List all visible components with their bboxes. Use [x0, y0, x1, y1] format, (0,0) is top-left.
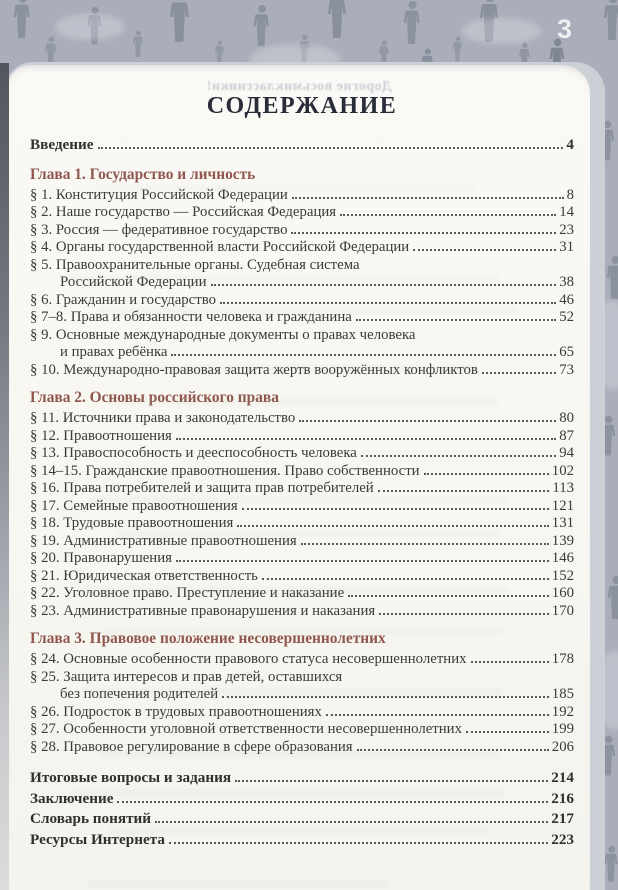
dot-leader: [155, 821, 548, 823]
toc-entry-line1: § 25. Защита интересов и прав детей, оставшихся: [30, 668, 343, 685]
toc-entry: [30, 292, 574, 310]
toc-entry-page: 160: [551, 585, 574, 601]
toc-entry: [30, 830, 574, 851]
toc-entry-label: § 6. Гражданин и государство: [30, 291, 216, 308]
toc-entry: [30, 515, 574, 533]
toc-entry: [30, 187, 574, 205]
toc-entry-page: 65: [559, 344, 574, 360]
toc-entry-label: § 22. Уголовное право. Преступление и наказание: [30, 585, 345, 601]
toc-entry-page: 14: [559, 204, 574, 220]
dot-leader: [242, 508, 549, 510]
dot-leader: [378, 490, 550, 492]
toc-entry-page: 178: [551, 651, 574, 667]
toc-entry-label: Ресурсы Интернета: [30, 830, 165, 848]
toc-entry-page: 192: [551, 703, 574, 720]
toc-entry: [30, 809, 574, 830]
toc-entry-page: 170: [551, 602, 574, 619]
person-silhouette-icon: [452, 36, 464, 62]
person-silhouette-icon: [605, 255, 618, 301]
toc-entry-line1: § 5. Правоохранительные органы. Судебная система: [30, 256, 360, 273]
dot-leader: [379, 613, 549, 615]
toc-entry-page: 206: [551, 738, 574, 755]
dot-leader: [357, 749, 549, 751]
dot-leader: [301, 543, 549, 545]
dot-leader: [176, 560, 549, 562]
toc-entry: [30, 789, 574, 810]
toc-entry-page: 216: [551, 789, 574, 807]
toc-entry-label: § 12. Правоотношения: [30, 427, 172, 444]
toc-entry-page: 80: [559, 410, 574, 426]
toc-entry-page: 214: [551, 769, 574, 786]
toc-entry-label: § 13. Правоспособность и дееспособность человека: [30, 445, 357, 461]
dot-leader: [292, 197, 564, 199]
toc-entry-page: 23: [559, 221, 574, 238]
dot-leader: [262, 578, 549, 580]
dot-leader: [340, 214, 556, 216]
toc-entry-label: § 26. Подросток в трудовых правоотношениях: [30, 703, 322, 720]
toc-entry-label: § 14–15. Гражданские правоотношения. Право собственности: [30, 462, 420, 479]
person-silhouette-icon: [602, 0, 618, 42]
chapter-heading: Глава 1. Государство и личность: [30, 165, 256, 183]
toc-chapter-section: [30, 388, 574, 620]
toc-entry: [30, 445, 574, 463]
background-highlight: [55, 14, 125, 40]
chapter-heading: Глава 3. Правовое положение несовершеннолетних: [30, 630, 386, 647]
folio-page-number: 3: [556, 14, 572, 44]
dot-leader: [98, 147, 564, 149]
toc-entry: [30, 135, 574, 156]
toc-entry-label: без попечения родителей: [60, 686, 219, 702]
dot-leader: [326, 714, 549, 716]
toc-entry-label: Словарь понятий: [30, 810, 152, 827]
toc-entry-label: и правах ребёнка: [60, 344, 168, 360]
dot-leader: [222, 696, 549, 698]
toc-entry: [30, 704, 574, 722]
dot-leader: [466, 731, 549, 733]
person-silhouette-icon: [603, 845, 618, 883]
toc-entry-label: § 4. Органы государственной власти Российской Федерации: [30, 239, 410, 255]
toc-intro: [30, 135, 574, 156]
toc-entry: [30, 463, 574, 481]
toc-entry: [30, 498, 574, 516]
toc-entry: [30, 344, 574, 362]
toc-entry-page: 113: [552, 480, 574, 496]
toc-entry-page: 121: [551, 497, 574, 514]
toc-entry-page: 94: [559, 445, 574, 461]
toc-entry-label: Российской Федерации: [60, 274, 207, 290]
toc-entry-label: § 21. Юридическая ответственность: [30, 567, 258, 584]
background-highlight: [462, 18, 542, 44]
dot-leader: [211, 284, 557, 286]
person-silhouette-icon: [132, 30, 145, 58]
toc-entry-label: Введение: [30, 136, 94, 153]
dot-leader: [361, 455, 556, 457]
dot-leader: [413, 249, 556, 251]
toc-entry-line1: § 9. Основные международные документы о правах человека: [30, 326, 416, 343]
toc-entry: [30, 768, 574, 789]
toc-entry-label: § 20. Правонарушения: [30, 550, 172, 566]
dot-leader: [176, 438, 556, 440]
dot-leader: [169, 842, 548, 844]
dot-leader: [117, 801, 548, 803]
dot-leader: [471, 661, 549, 663]
toc-entry-label: § 19. Административные правоотношения: [30, 532, 297, 549]
toc-entry: [30, 550, 574, 568]
dot-leader: [235, 780, 548, 782]
toc-entry: [30, 428, 574, 446]
dot-leader: [171, 354, 556, 356]
toc-entry-page: 4: [566, 136, 574, 153]
toc-entry: [30, 603, 574, 621]
toc-entry: [30, 480, 574, 498]
toc-page-content: [8, 65, 590, 850]
toc-entry: [30, 721, 574, 739]
toc-entry: [30, 410, 574, 428]
toc-entry-page: 31: [559, 239, 574, 255]
toc-closing: [30, 768, 574, 850]
bleed-through-text: Дорогие восьмиклассники!: [206, 79, 392, 94]
toc-entry: [30, 686, 574, 704]
toc-entry-label: § 17. Семейные правоотношения: [30, 497, 238, 514]
dot-leader: [424, 473, 549, 475]
toc-entry: [30, 739, 574, 757]
toc-entry: [30, 204, 574, 222]
toc-entry: [30, 568, 574, 586]
toc-entry-page: 38: [559, 274, 574, 290]
person-silhouette-icon: [402, 0, 423, 46]
toc-page: [8, 65, 590, 890]
toc-entry-page: 8: [566, 186, 574, 203]
toc-entry-page: 46: [559, 291, 574, 308]
toc-entry: [30, 239, 574, 257]
toc-entry-label: § 23. Административные правонарушения и наказания: [30, 602, 376, 619]
toc-entry-label: § 28. Правовое регулирование в сфере образования: [30, 738, 353, 755]
toc-entry: [30, 585, 574, 603]
toc-entry-label: § 3. Россия — федеративное государство: [30, 221, 288, 238]
toc-entry-label: § 11. Источники права и законодательство: [30, 410, 296, 426]
toc-entry-label: § 27. Особенности уголовной ответственности несовершеннолетних: [30, 721, 462, 737]
page-title: СОДЕРЖАНИЕ: [206, 93, 398, 119]
dot-leader: [291, 232, 556, 234]
dot-leader: [237, 525, 548, 527]
person-silhouette-icon: [168, 0, 193, 44]
toc-entry-page: 223: [551, 830, 574, 848]
dot-leader: [348, 595, 549, 597]
chapter-heading: Глава 2. Основы российского права: [30, 389, 279, 406]
toc-entry: [30, 362, 574, 380]
person-silhouette-icon: [252, 4, 272, 48]
toc-entry-page: 217: [551, 810, 574, 827]
gutter-shadow: [0, 63, 9, 890]
toc-chapter-section: [30, 629, 574, 756]
toc-entry-page: 52: [559, 309, 574, 325]
toc-entry-label: Заключение: [30, 789, 114, 807]
toc-entry-label: § 1. Конституция Российской Федерации: [30, 186, 288, 203]
toc-entry: [30, 274, 574, 292]
toc-entry: [30, 651, 574, 669]
toc-entry-page: 87: [559, 427, 574, 444]
toc-chapter-section: [30, 165, 574, 380]
toc-entry: [30, 309, 574, 327]
toc-entry-page: 146: [551, 550, 574, 566]
dot-leader: [299, 420, 556, 422]
dot-leader: [482, 372, 556, 374]
toc-entry-label: Итоговые вопросы и задания: [30, 769, 232, 786]
toc-entry-label: § 18. Трудовые правоотношения: [30, 515, 234, 531]
show-through-line: [88, 880, 388, 887]
dot-leader: [220, 302, 556, 304]
toc-entry: [30, 533, 574, 551]
person-silhouette-icon: [606, 575, 618, 621]
toc-entry-page: 102: [551, 462, 574, 479]
dot-leader: [356, 319, 556, 321]
toc-entry-label: § 2. Наше государство — Российская Федерация: [30, 204, 337, 220]
toc-entry: [30, 222, 574, 240]
toc-entry-label: § 10. Международно-правовая защита жертв вооружённых конфликтов: [30, 361, 478, 378]
person-silhouette-icon: [326, 0, 350, 40]
toc-entry-page: 139: [551, 532, 574, 549]
toc-entry-page: 185: [551, 686, 574, 702]
toc-entry-page: 199: [551, 721, 574, 737]
toc-entry-label: § 7–8. Права и обязанности человека и гражданина: [30, 309, 352, 325]
toc-entry-label: § 16. Права потребителей и защита прав потребителей: [30, 480, 374, 496]
person-silhouette-icon: [12, 0, 33, 40]
toc-entry-label: § 24. Основные особенности правового статуса несовершеннолетних: [30, 651, 467, 667]
toc-entry-page: 131: [551, 515, 574, 531]
toc-entry-page: 152: [551, 567, 574, 584]
toc-chapters: [30, 165, 574, 757]
toc-entry-page: 73: [559, 361, 574, 378]
